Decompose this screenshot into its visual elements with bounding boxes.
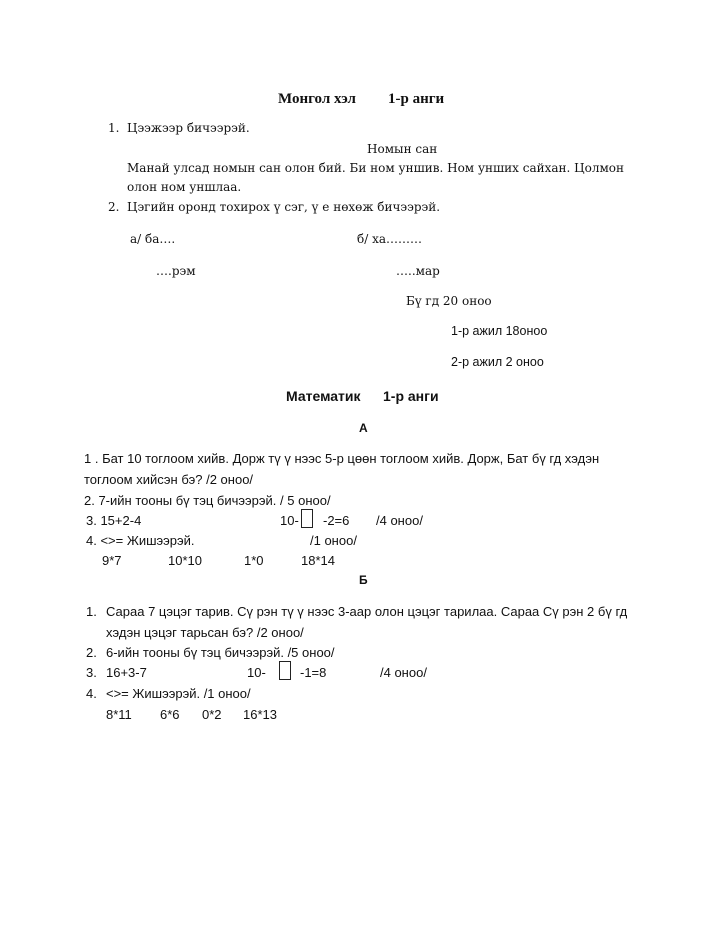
b-question1-line2: хэдэн цэцэг тарьсан бэ? /2 оноо/ [106, 625, 304, 640]
b-question4: <>= Жишээрэй. /1 оноо/ [106, 686, 251, 701]
reading-text-line1: Манай улсад номын сан олон бий. Би ном уншив. Ном унших сайхан. Цолмон [127, 161, 625, 175]
b-question3-number: 3. [86, 665, 97, 680]
total-points: Бү гд 20 оноо [406, 294, 492, 308]
a-question4-points: /1 оноо/ [310, 533, 357, 548]
fill-item-b: б/ ха……… [357, 232, 423, 246]
a-question4: 4. <>= Жишээрэй. [86, 533, 195, 548]
fill-item-d: …..мар [396, 264, 440, 278]
a-compare-item: 10*10 [168, 553, 202, 568]
b-compare-item: 0*2 [202, 707, 222, 722]
b-question1-number: 1. [86, 604, 97, 619]
a-question1-line2: тоглоом хийсэн бэ? /2 оноо/ [84, 472, 254, 487]
task1-number: 1. [108, 121, 120, 135]
fill-item-c: ….рэм [156, 264, 196, 278]
a-question3-expression: 3. 15+2-4 [86, 513, 142, 528]
mongolian-title-subject: Монгол хэл [278, 91, 356, 107]
task2-points: 2-р ажил 2 оноо [451, 355, 544, 369]
a-compare-item: 1*0 [244, 553, 264, 568]
a-question3-equation-end: -2=6 [323, 513, 350, 528]
task2-number: 2. [108, 200, 120, 214]
variant-b-label: Б [359, 573, 368, 587]
b-answer-box[interactable] [279, 661, 291, 680]
reading-text-heading: Номын сан [367, 142, 438, 156]
b-question3-equation-end: -1=8 [300, 665, 327, 680]
task1-text: Цээжээр бичээрэй. [127, 121, 250, 135]
b-question3-expression: 16+3-7 [106, 665, 147, 680]
b-question4-number: 4. [86, 686, 97, 701]
fill-item-a: а/ ба…. [130, 232, 176, 246]
b-question2: 6-ийн тооны бү тэц бичээрэй. /5 оноо/ [106, 645, 335, 660]
a-answer-box[interactable] [301, 509, 313, 528]
math-title-grade: 1-р анги [383, 388, 439, 404]
b-compare-item: 6*6 [160, 707, 180, 722]
mongolian-title-grade: 1-р анги [388, 91, 445, 107]
a-compare-item: 9*7 [102, 553, 122, 568]
math-title-subject: Математик [286, 388, 361, 404]
a-question2: 2. 7-ийн тооны бү тэц бичээрэй. / 5 оноо/ [84, 493, 331, 508]
a-question3-points: /4 оноо/ [376, 513, 423, 528]
b-compare-item: 8*11 [106, 707, 132, 722]
b-question1-line1: Сараа 7 цэцэг тарив. Сү рэн тү ү нээс 3-аар олон цэцэг тарилаа. Сараа Сү рэн 2 бү гд [106, 604, 628, 619]
b-question3-equation-start: 10- [247, 665, 266, 680]
a-compare-item: 18*14 [301, 553, 335, 568]
b-question2-number: 2. [86, 645, 97, 660]
task1-points: 1-р ажил 18оноо [451, 324, 548, 338]
reading-text-line2: олон ном уншлаа. [127, 180, 242, 194]
a-question1-line1: 1 . Бат 10 тоглоом хийв. Дорж тү ү нээс 5-р цөөн тоглоом хийв. Дорж, Бат бү гд хэдэн [84, 451, 600, 466]
b-question3-points: /4 оноо/ [380, 665, 427, 680]
variant-a-label: А [359, 421, 368, 435]
a-question3-equation-start: 10- [280, 513, 299, 528]
b-compare-item: 16*13 [243, 707, 277, 722]
task2-text: Цэгийн оронд тохирох ү сэг, ү е нөхөж бичээрэй. [127, 200, 441, 214]
